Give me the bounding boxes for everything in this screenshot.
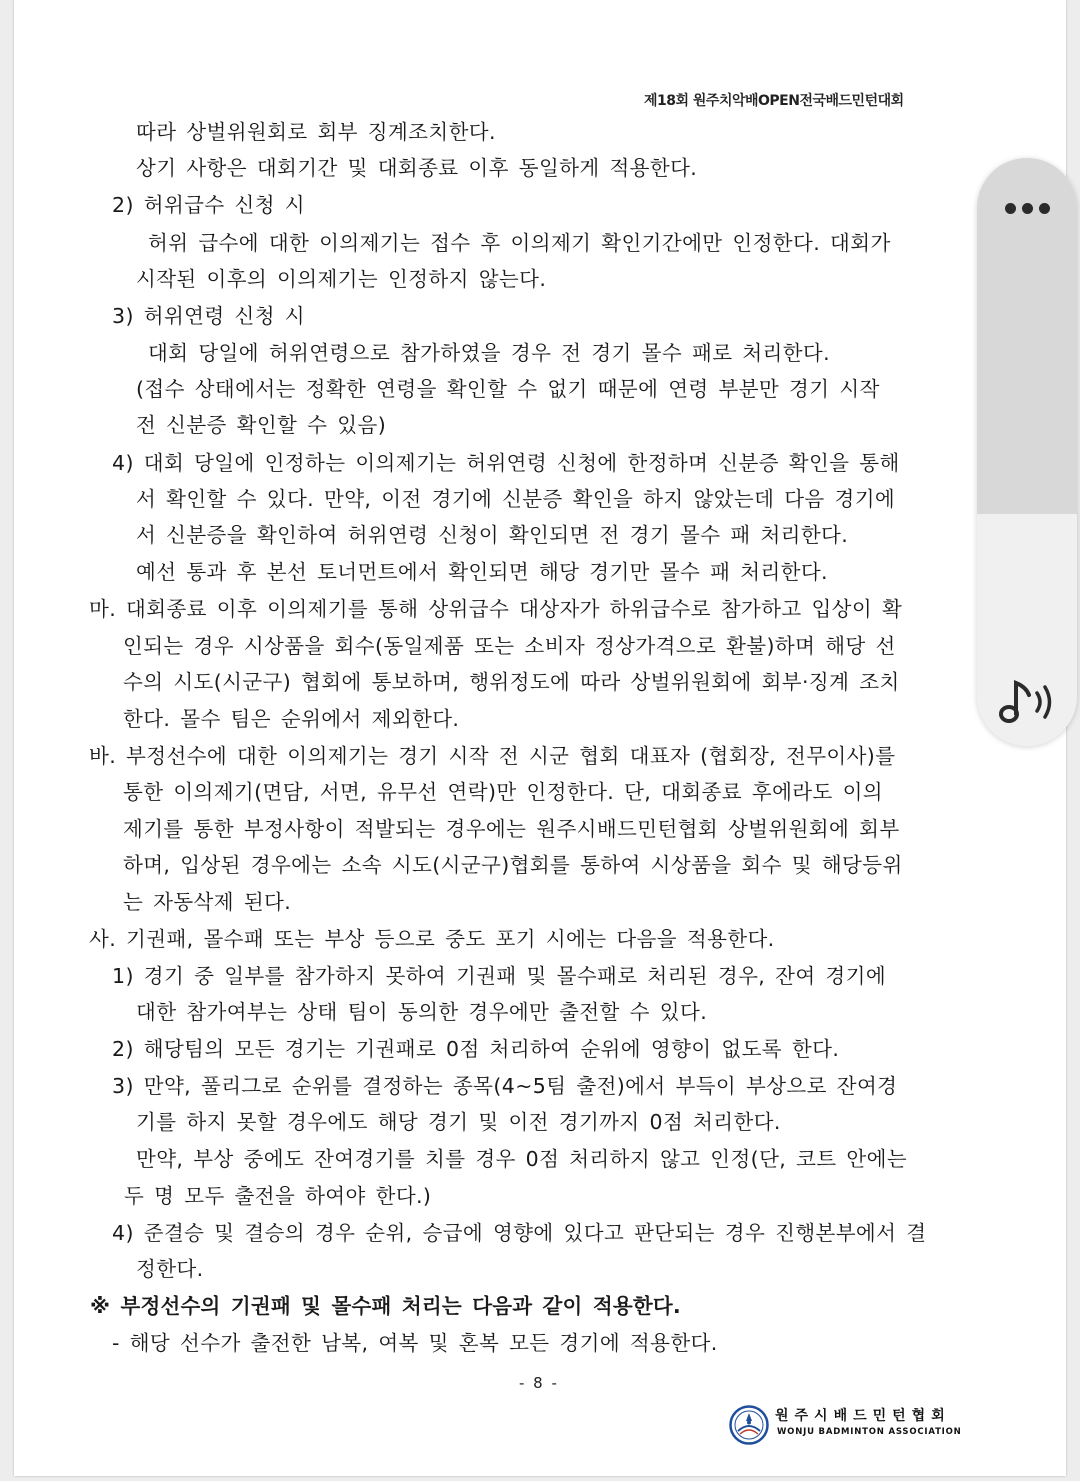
text-line: 기를 하지 못할 경우에도 해당 경기 및 이전 경기까지 0점 처리한다. — [136, 1110, 781, 1134]
text-line: 3) 만약, 풀리그로 순위를 결정하는 종목(4~5팀 출전)에서 부득이 부상으로 잔여경 — [112, 1074, 898, 1098]
more-options-button[interactable] — [991, 180, 1063, 236]
text-line: 시작된 이후의 이의제기는 인정하지 않는다. — [136, 267, 547, 291]
association-name-kr: 원주시배드민턴협회 — [775, 1408, 951, 1424]
notice-line: ※ 부정선수의 기권패 및 몰수패 처리는 다음과 같이 적용한다. — [90, 1294, 681, 1318]
text-line: 2) 허위급수 신청 시 — [112, 193, 306, 217]
text-line: 인되는 경우 시상품을 회수(동일제품 또는 소비자 정상가격으로 환불)하며 해당 선 — [123, 634, 896, 658]
floating-toolbar — [977, 158, 1077, 746]
text-line: 서 확인할 수 있다. 만약, 이전 경기에 신분증 확인을 하지 않았는데 다음 경기에 — [136, 487, 896, 511]
text-line: 하며, 입상된 경우에는 소속 시도(시군구)협회를 통하여 시상품을 회수 및 해당등위 — [123, 853, 903, 877]
text-line: 는 자동삭제 된다. — [123, 890, 292, 914]
text-line: 3) 허위연령 신청 시 — [112, 304, 306, 328]
text-line: 만약, 부상 중에도 잔여경기를 치를 경우 0점 처리하지 않고 인정(단, 코트 안에는 — [136, 1147, 908, 1171]
text-line: 두 명 모두 출전을 하여야 한다.) — [124, 1184, 432, 1208]
read-aloud-button[interactable] — [991, 671, 1063, 731]
text-line: 서 신분증을 확인하여 허위연령 신청이 확인되면 전 경기 몰수 패 처리한다. — [136, 523, 849, 547]
more-dots-icon — [1022, 203, 1033, 214]
text-line: 대회 당일에 허위연령으로 참가하였을 경우 전 경기 몰수 패로 처리한다. — [148, 341, 831, 365]
document-header-title: 제18회 원주치악배OPEN전국배드민턴대회 — [644, 93, 904, 109]
document-page — [14, 0, 1066, 1476]
association-name-en: WONJU BADMINTON ASSOCIATION — [777, 1427, 962, 1437]
text-line: 4) 준결승 및 결승의 경우 순위, 승급에 영향에 있다고 판단되는 경우 진행본부에서 결 — [112, 1221, 927, 1245]
text-line: 허위 급수에 대한 이의제기는 접수 후 이의제기 확인기간에만 인정한다. 대회가 — [148, 231, 891, 255]
more-dots-icon — [1039, 203, 1050, 214]
more-dots-icon — [1005, 203, 1016, 214]
music-note-sound-icon — [991, 671, 1063, 731]
text-line: 상기 사항은 대회기간 및 대회종료 이후 동일하게 적용한다. — [136, 156, 698, 180]
badminton-emblem-icon — [729, 1405, 769, 1445]
text-line: 제기를 통한 부정사항이 적발되는 경우에는 원주시배드민턴협회 상벌위원회에 회부 — [123, 817, 900, 841]
text-line: 1) 경기 중 일부를 참가하지 못하여 기권패 및 몰수패로 처리된 경우, 잔여 경기에 — [112, 964, 887, 988]
text-line: 2) 해당팀의 모든 경기는 기권패로 0점 처리하여 순위에 영향이 없도록 한다. — [112, 1037, 840, 1061]
text-line: 통한 이의제기(면담, 서면, 유무선 연락)만 인정한다. 단, 대회종료 후에라도 이의 — [123, 780, 883, 804]
text-line: 한다. 몰수 팀은 순위에서 제외한다. — [123, 707, 460, 731]
text-line: 수의 시도(시군구) 협회에 통보하며, 행위정도에 따라 상벌위원회에 회부·징계 조치 — [123, 670, 900, 694]
text-line: 예선 통과 후 본선 토너먼트에서 확인되면 해당 경기만 몰수 패 처리한다. — [136, 560, 828, 584]
text-line: 전 신분증 확인할 수 있음) — [136, 413, 387, 437]
text-line: - 해당 선수가 출전한 남복, 여복 및 혼복 모든 경기에 적용한다. — [112, 1331, 718, 1355]
page-number: - 8 - — [519, 1374, 559, 1392]
text-line: 대한 참가여부는 상태 팀이 동의한 경우에만 출전할 수 있다. — [136, 1000, 708, 1024]
text-line: 바. 부정선수에 대한 이의제기는 경기 시작 전 시군 협회 대표자 (협회장, 전무이사)를 — [89, 744, 896, 768]
text-line: 사. 기권패, 몰수패 또는 부상 등으로 중도 포기 시에는 다음을 적용한다. — [89, 927, 775, 951]
text-line: 4) 대회 당일에 인정하는 이의제기는 허위연령 신청에 한정하며 신분증 확인을 통해 — [112, 451, 900, 475]
text-line: 정한다. — [136, 1257, 204, 1281]
text-line: 마. 대회종료 이후 이의제기를 통해 상위급수 대상자가 하위급수로 참가하고 입상이 확 — [89, 597, 903, 621]
association-logo — [729, 1403, 962, 1449]
text-line: 따라 상벌위원회로 회부 징계조치한다. — [136, 120, 496, 144]
text-line: (접수 상태에서는 정확한 연령을 확인할 수 없기 때문에 연령 부분만 경기 시작 — [136, 377, 880, 401]
